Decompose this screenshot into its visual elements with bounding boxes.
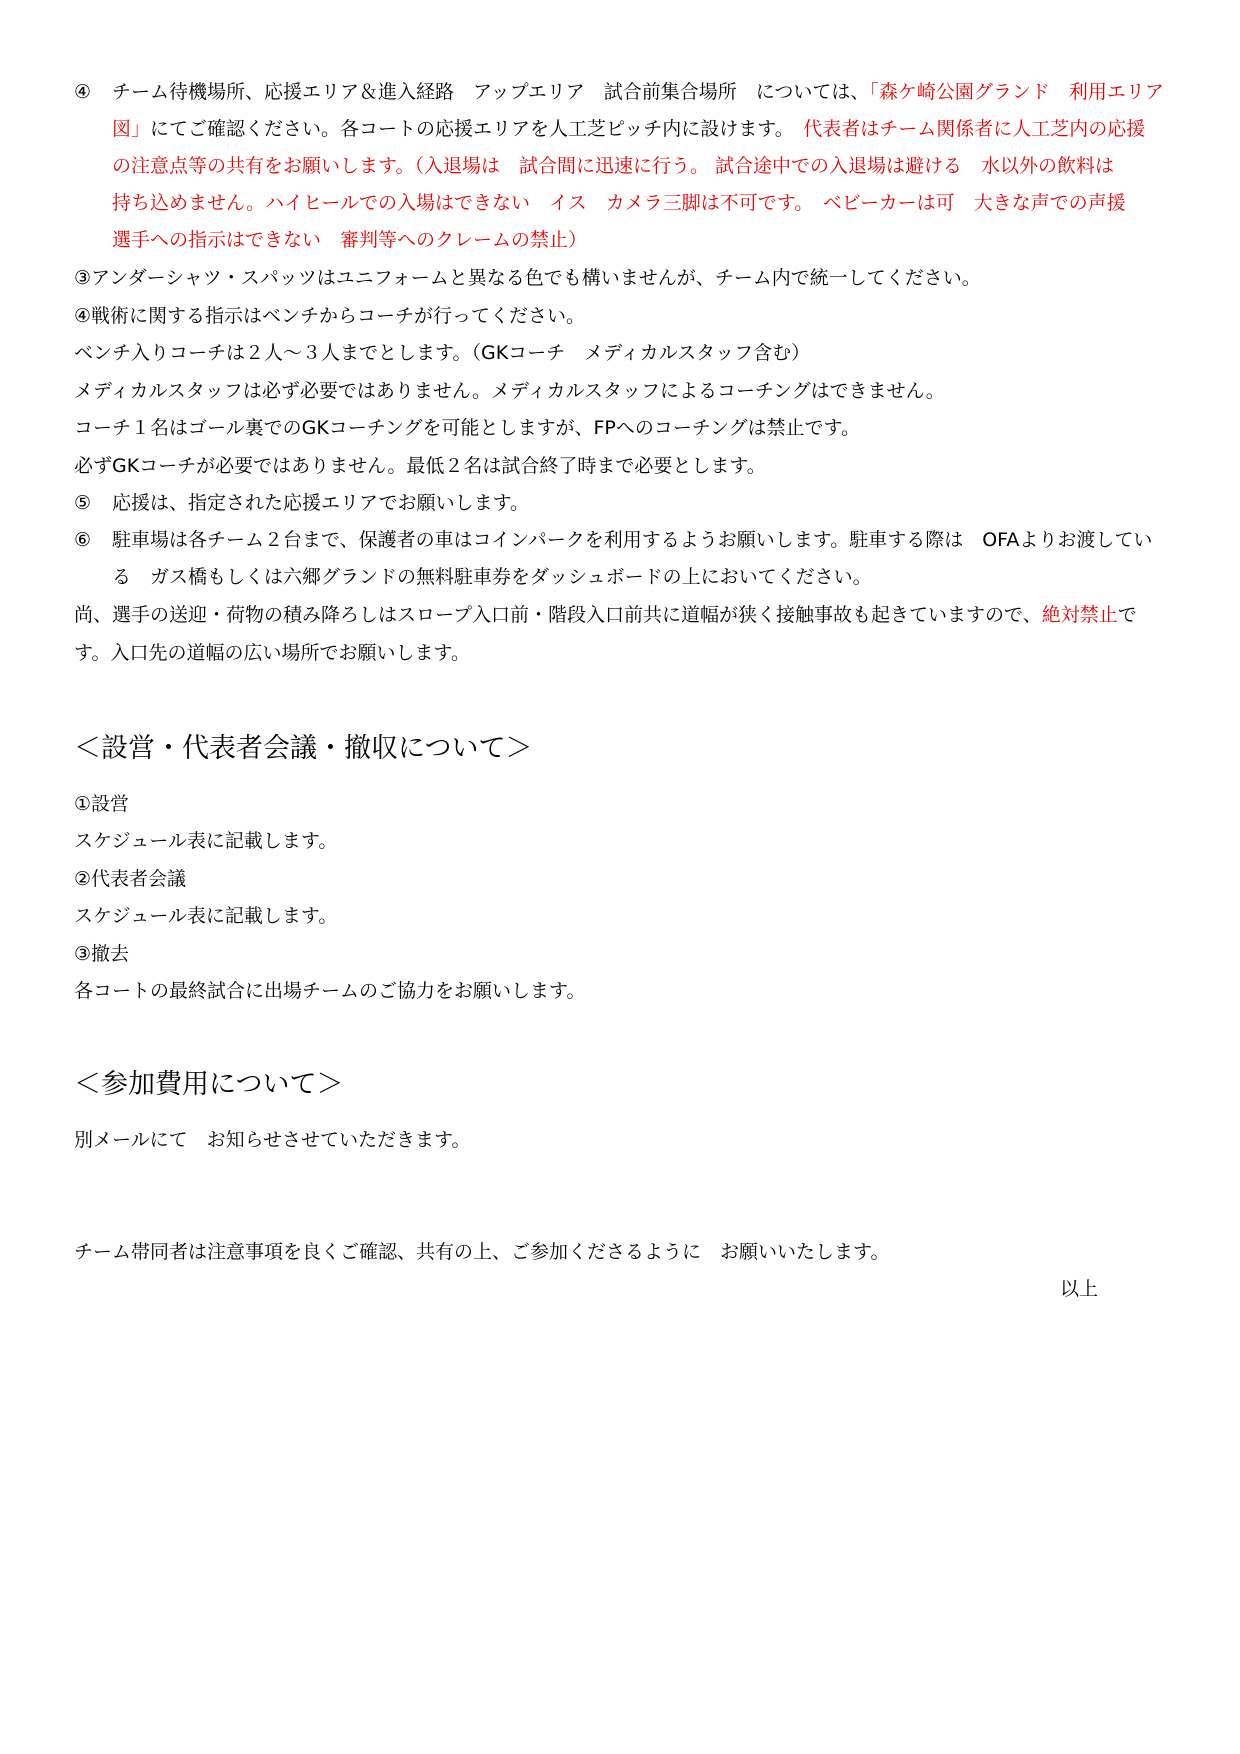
item4-line1-text: チーム待機場所、応援エリア＆進入経路 アップエリア 試合前集合場所 については、 (112, 81, 870, 103)
item4-tactics: ④戦術に関する指示はベンチからコーチが行ってください。 (74, 305, 586, 327)
item4-line2-red2: 代表者はチーム関係者に人工芝内の応援 (803, 118, 1146, 140)
item6-line2: る ガス橋もしくは六郷グランドの無料駐車券をダッシュボードの上においてください。 (112, 566, 872, 588)
bench-coach-rule: ベンチ入りコーチは２人～３人までとします。（GKコーチ メディカルスタッフ含む） (74, 342, 811, 364)
closing-end: 以上 (1060, 1278, 1099, 1300)
meeting-text: スケジュール表に記載します。 (74, 905, 338, 927)
note-line1 (74, 603, 1174, 627)
teardown-label: ③撤去 (74, 943, 130, 965)
item5-marker: ⑤ (74, 492, 92, 514)
gk-coaching-rule: コーチ１名はゴール裏でのGKコーチングを可能としますが、FPへのコーチングは禁止です。 (74, 417, 861, 439)
teardown-text: 各コートの最終試合に出場チームのご協力をお願いします。 (74, 980, 586, 1002)
note-line2: す。入口先の道幅の広い場所でお願いします。 (74, 642, 470, 664)
note-line1-red: 絶対禁止 (1041, 604, 1118, 626)
item4-marker: ④ (74, 81, 92, 103)
meeting-label: ②代表者会議 (74, 868, 187, 890)
setup-section-heading: ＜設営・代表者会議・撤収について＞ (74, 733, 533, 764)
item4-line2-red1: 図」 (112, 118, 151, 140)
item4-line2 (112, 117, 1174, 141)
medical-staff-rule: メディカルスタッフは必ず必要ではありません。メディカルスタッフによるコーチングはできません。 (74, 380, 945, 402)
fee-section-heading: ＜参加費用について＞ (74, 1069, 344, 1100)
item4-line5: 選手への指示はできない 審判等へのクレームの禁止） (112, 229, 588, 251)
item6-line1: 駐車場は各チーム２台まで、保護者の車はコインパークを利用するようお願いします。駐車する際は OFAよりお渡してい (112, 529, 1153, 551)
fee-text: 別メールにて お知らせさせていただきます。 (74, 1129, 471, 1151)
gk-coach-required-rule: 必ずGKコーチが必要ではありません。最低２名は試合終了時まで必要とします。 (74, 455, 766, 477)
note-line1-end: で (1117, 604, 1137, 626)
closing-text: チーム帯同者は注意事項を良くご確認、共有の上、ご参加くださるように お願いいたします。 (74, 1241, 890, 1263)
note-line1-text: 尚、選手の送迎・荷物の積み降ろしはスロープ入口前・階段入口前共に道幅が狭く接触事故も起きていますので、 (74, 604, 1042, 626)
item4-line4: 持ち込めません。ハイヒールでの入場はできない イス カメラ三脚は不可です。 ベビーカーは可 大きな声での声援 (112, 192, 1126, 214)
item6-marker: ⑥ (74, 529, 92, 551)
item4-line1-red: 「森ケ崎公園グランド 利用エリア (869, 81, 1164, 103)
item4-line1 (112, 80, 1174, 104)
item5-text: 応援は、指定された応援エリアでお願いします。 (112, 492, 530, 514)
item4-line3: の注意点等の共有をお願いします。（入退場は 試合間に迅速に行う。 試合途中での入退場は避ける 水以外の飲料は (112, 155, 1115, 177)
setup-label: ①設営 (74, 793, 130, 815)
setup-text: スケジュール表に記載します。 (74, 830, 338, 852)
item4-line2-text: にてご確認ください。各コートの応援エリアを人工芝ピッチ内に設けます。 (150, 118, 785, 140)
item3-undershirt: ③アンダーシャツ・スパッツはユニフォームと異なる色でも構いませんが、チーム内で統一してください。 (74, 267, 981, 289)
